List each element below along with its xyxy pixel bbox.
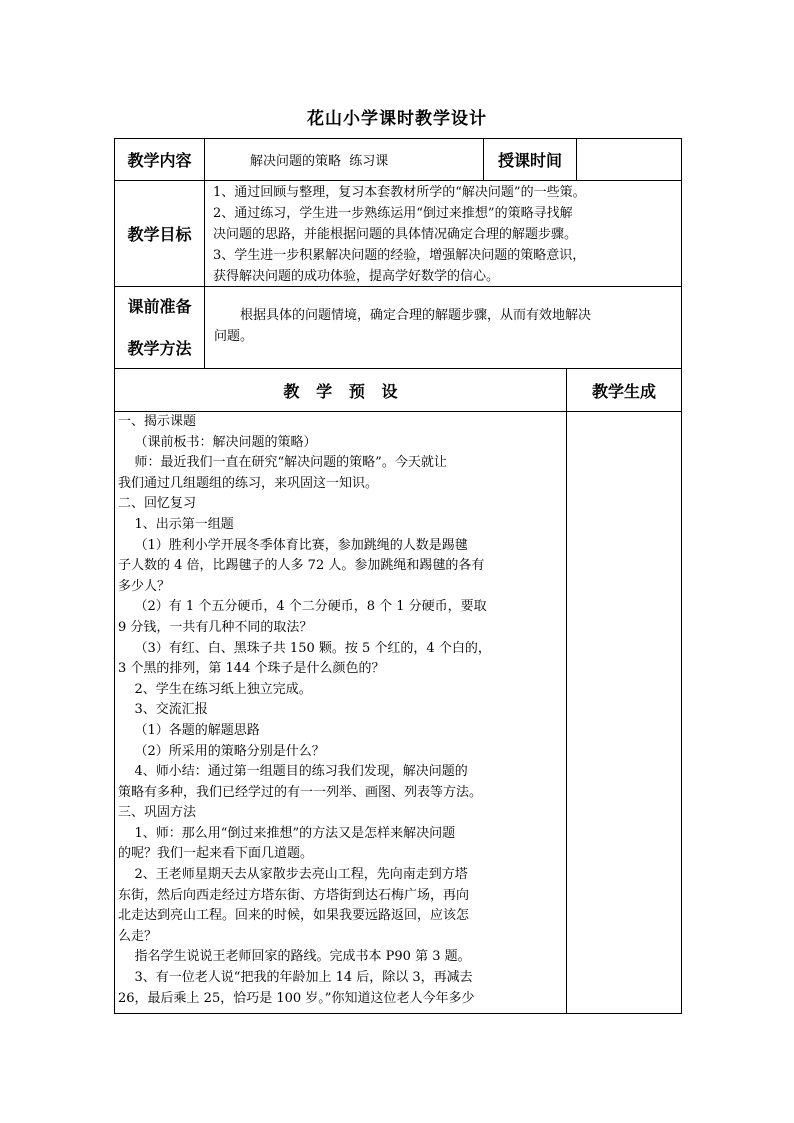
body-line: 三、巩固方法 bbox=[118, 805, 197, 821]
body-line: 9 分钱，一共有几种不同的取法？ bbox=[118, 619, 313, 635]
body-line: 的呢？我们一起来看下面几道题。 bbox=[118, 846, 314, 862]
body-line: 东街，然后向西走经过方塔东街、方塔街到达石梅广场，再向 bbox=[118, 887, 470, 903]
body-line: 26，最后乘上 25，恰巧是 100 岁。”你知道这位老人今年多少 bbox=[118, 990, 475, 1006]
body-line: 多少人？ bbox=[118, 578, 171, 594]
generate-header: 教学生成 bbox=[591, 381, 656, 401]
body-line: 策略有多种，我们已经学过的有一一列举、画图、列表等方法。 bbox=[118, 784, 483, 800]
body-line: 4、师小结：通过第一组题目的练习我们发现，解决问题的 bbox=[118, 764, 468, 780]
goal-line: 2、通过练习，学生进一步熟练运用“倒过来推想”的策略寻找解 bbox=[213, 206, 573, 221]
body-line: 2、学生在练习纸上独立完成。 bbox=[118, 681, 312, 697]
body-line: （2）所采用的策略分别是什么？ bbox=[118, 743, 325, 759]
body-line: 1、师：那么用“倒过来推想”的方法又是怎样来解决问题 bbox=[118, 825, 456, 841]
lesson-body bbox=[118, 412, 564, 1009]
goal-line: 1、通过回顾与整理，复习本套教材所学的“解决问题”的一些策。 bbox=[213, 185, 586, 200]
body-line: （3）有红、白、黑珠子共 150 颗。按 5 个红的，4 个白的， bbox=[118, 640, 491, 656]
content-value: 解决问题的策略 练习课 bbox=[250, 154, 389, 169]
body-line: 3 个黑的排列，第 144 个珠子是什么颜色的？ bbox=[118, 661, 385, 677]
body-line: （1）各题的解题思路 bbox=[118, 722, 260, 738]
table-border-bottom bbox=[114, 1013, 682, 1014]
body-line: 一、揭示课题 bbox=[118, 414, 197, 429]
body-line: 3、有一位老人说“把我的年龄加上 14 后，除以 3，再减去 bbox=[118, 970, 473, 986]
time-label: 授课时间 bbox=[497, 151, 562, 170]
body-line: 么走？ bbox=[118, 928, 158, 944]
body-line: 1、出示第一组题 bbox=[118, 516, 234, 532]
body-line: 2、王老师星期天去从家散步去亮山工程，先向南走到方塔 bbox=[118, 867, 468, 883]
method-label: 教学方法 bbox=[127, 338, 192, 358]
goal-line: 3、学生进一步积累解决问题的经验，增强解决问题的策略意识， bbox=[213, 248, 586, 263]
body-line: （课前板书：解决问题的策略） bbox=[118, 434, 317, 450]
goal-line: 获得解决问题的成功体验，提高学好数学的信心。 bbox=[213, 269, 500, 284]
goals-label: 教学目标 bbox=[127, 225, 192, 244]
body-line: 指名学生说说王老师回家的路线。完成书本 P90 第 3 题。 bbox=[118, 949, 471, 965]
page-title: 花山小学课时教学设计 bbox=[307, 109, 487, 129]
time-label-right-divider bbox=[576, 138, 577, 181]
body-line: （2）有 1 个五分硬币，4 个二分硬币，8 个 1 分硬币，要取 bbox=[118, 599, 487, 615]
prep-label: 课前准备 bbox=[127, 296, 192, 316]
body-line: 师：最近我们一直在研究“解决问题的策略”。今天就让 bbox=[118, 455, 447, 471]
body-line: 子人数的 4 倍，比踢毽子的人多 72 人。参加跳绳和踢毽的各有 bbox=[118, 558, 485, 574]
goal-line: 决问题的思路，并能根据问题的具体情况确定合理的解题步骤。 bbox=[213, 227, 578, 242]
content-label: 教学内容 bbox=[127, 151, 192, 170]
label-column-divider bbox=[204, 138, 205, 369]
body-line: 北走达到亮山工程。回来的时候，如果我要远路返回，应该怎 bbox=[118, 908, 470, 924]
table-border-right bbox=[681, 138, 682, 1014]
body-line: 我们通过几组题组的练习，来巩固这一知识。 bbox=[118, 475, 379, 491]
goals-text bbox=[213, 182, 678, 287]
body-line: （1）胜利小学开展冬季体育比赛，参加跳绳的人数是踢毽 bbox=[118, 537, 468, 553]
preset-header: 教 学 预 设 bbox=[283, 381, 398, 401]
prep-line: 根据具体的问题情境，确定合理的解题步骤，从而有效地解决 bbox=[240, 308, 592, 323]
generate-column-divider bbox=[566, 368, 567, 1014]
prep-text bbox=[214, 305, 679, 347]
prep-line: 问题。 bbox=[214, 329, 254, 344]
body-line: 3、交流汇报 bbox=[118, 702, 208, 718]
body-line: 二、回忆复习 bbox=[118, 496, 197, 512]
